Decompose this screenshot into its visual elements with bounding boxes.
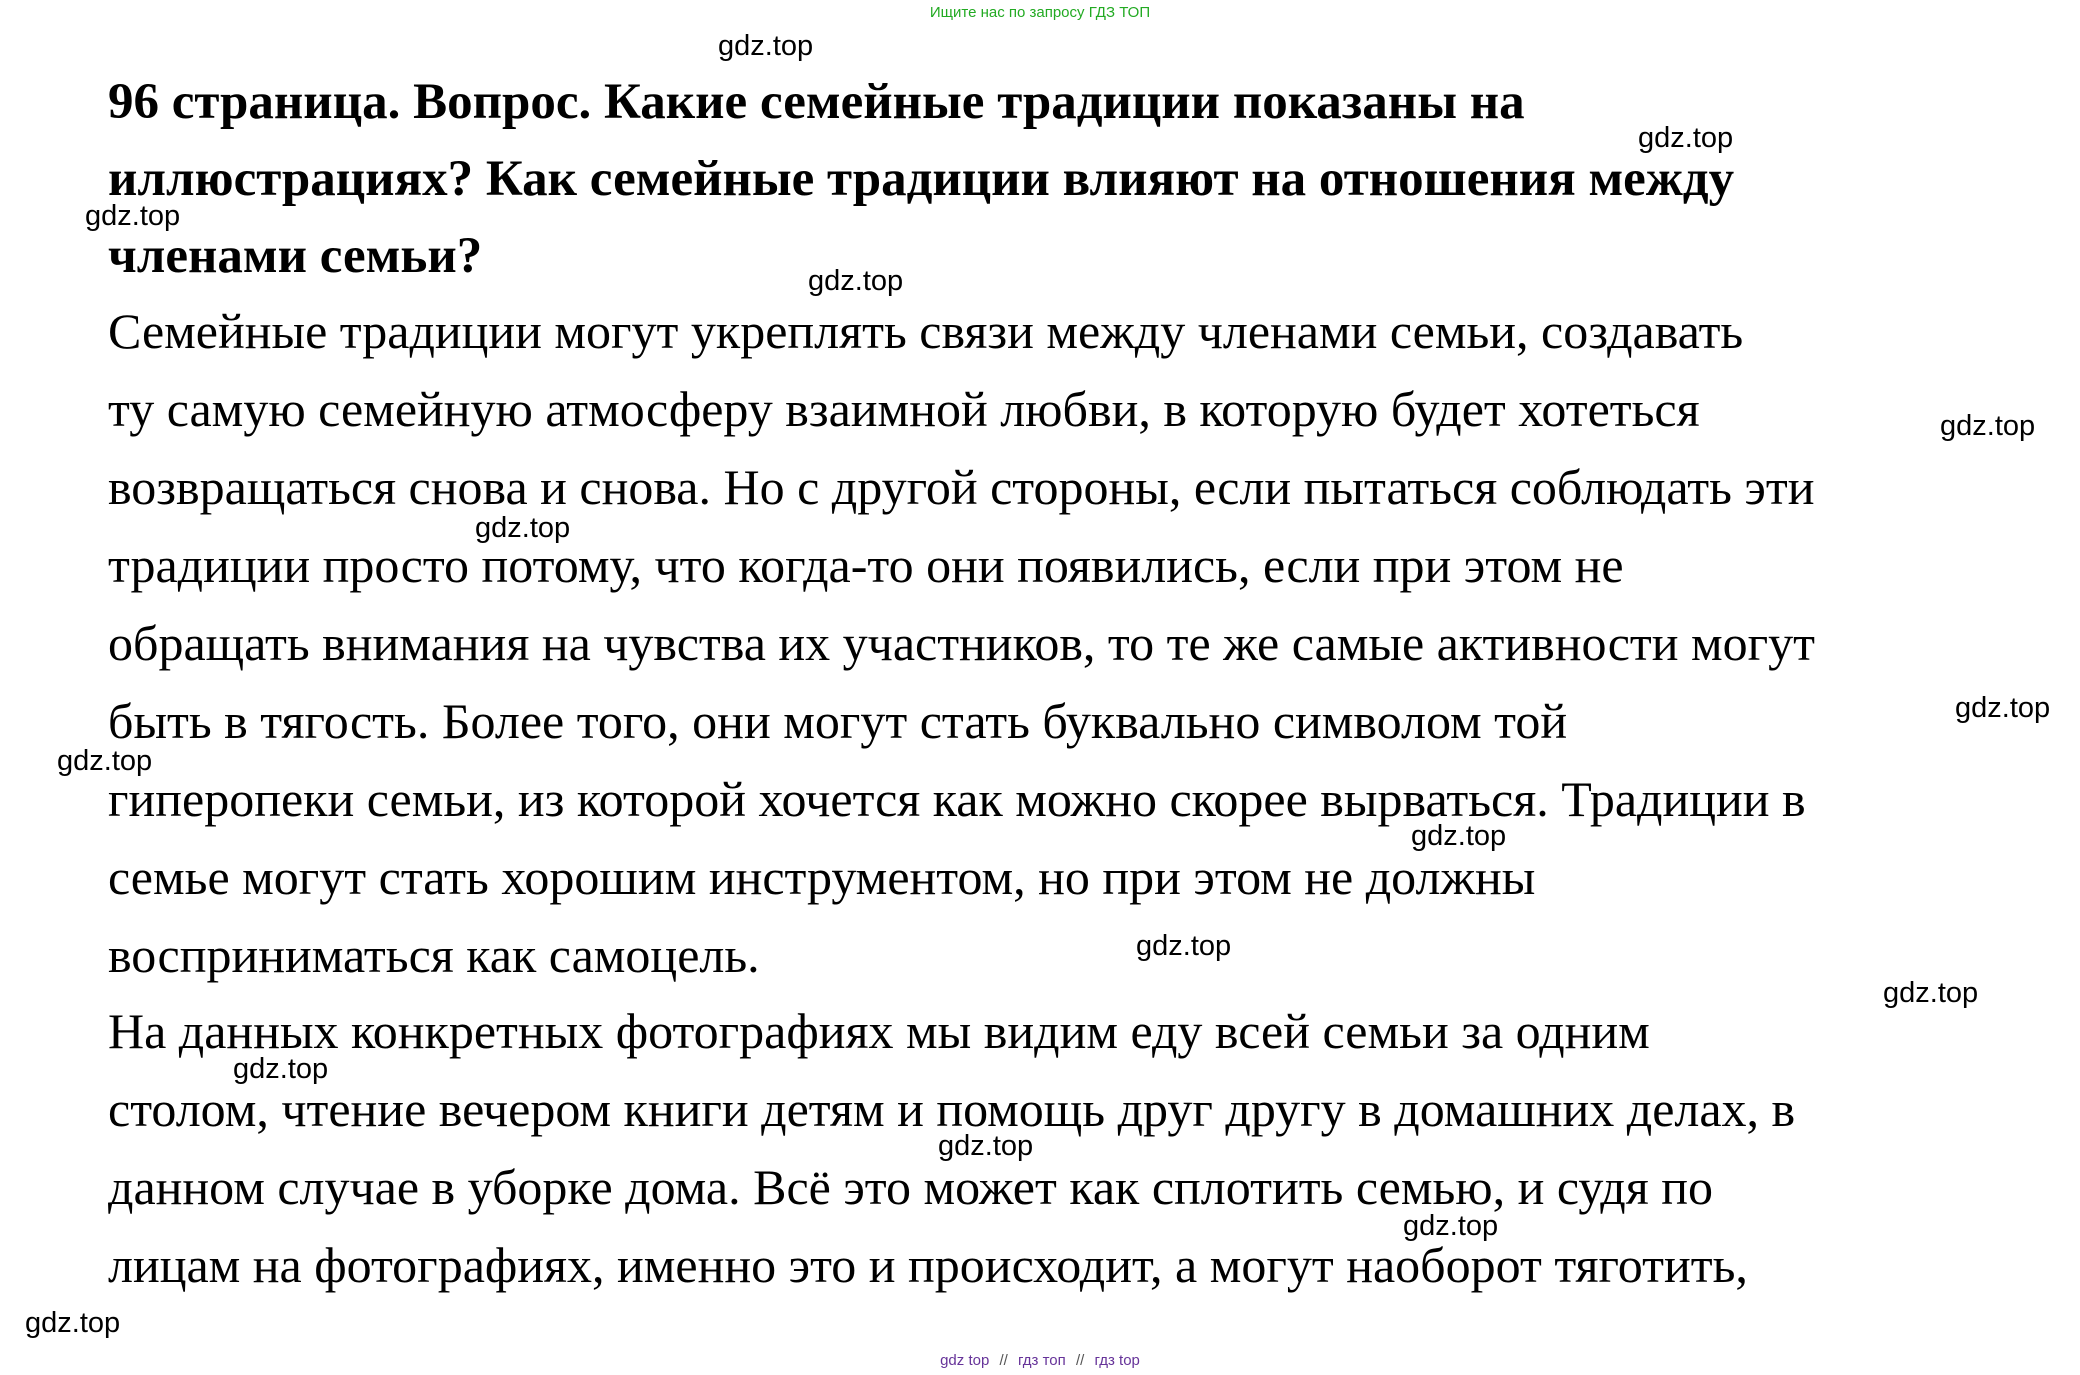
watermark: gdz.top: [85, 200, 181, 232]
footer-link[interactable]: гдз top: [1094, 1352, 1140, 1369]
search-hint-link[interactable]: Ищите нас по запросу ГДЗ ТОП: [929, 4, 1151, 21]
text-line: традиции просто потому, что когда-то они появились, если при этом не: [108, 537, 1624, 593]
text-line: лицам на фотографиях, именно это и происходит, а могут наоборот тяготить,: [108, 1237, 1748, 1293]
watermark: gdz.top: [1955, 692, 2051, 724]
watermark: gdz.top: [1136, 930, 1232, 962]
question-line: 96 страница. Вопрос. Какие семейные традиции показаны на: [108, 74, 1525, 130]
watermark: gdz.top: [1883, 977, 1979, 1009]
watermark: gdz.top: [1638, 122, 1734, 154]
text-line: столом, чтение вечером книги детям и помощь друг другу в домашних делах, в: [108, 1081, 1796, 1137]
text-line: На данных конкретных фотографиях мы видим еду всей семьи за одним: [108, 1003, 1650, 1059]
text-line: восприниматься как самоцель.: [108, 927, 760, 983]
text-line: семье могут стать хорошим инструментом, но при этом не должны: [108, 849, 1536, 905]
watermark: gdz.top: [475, 512, 571, 544]
footer-links: [0, 1352, 2080, 1369]
footer-separator: //: [999, 1352, 1008, 1369]
watermark: gdz.top: [57, 745, 153, 777]
answer-paragraph-1: [32, 292, 2062, 994]
footer-link[interactable]: гдз топ: [1018, 1352, 1066, 1369]
watermark: gdz.top: [718, 30, 814, 62]
text-line: ту самую семейную атмосферу взаимной любви, в которую будет хотеться: [108, 381, 1700, 437]
footer-separator: //: [1075, 1352, 1085, 1369]
question-line: членами семьи?: [108, 228, 483, 284]
question-heading: [32, 64, 2042, 295]
watermark: gdz.top: [1403, 1210, 1499, 1242]
watermark: gdz.top: [1411, 820, 1507, 852]
answer-paragraph-2: [32, 992, 2062, 1304]
text-line: гиперопеки семьи, из которой хочется как можно скорее вырваться. Традиции в: [108, 771, 1806, 827]
text-line: быть в тягость. Более того, они могут стать буквально символом той: [108, 693, 1568, 749]
text-line: данном случае в уборке дома. Всё это может как сплотить семью, и судя по: [108, 1159, 1713, 1215]
question-line: иллюстрациях? Как семейные традиции влияют на отношения между: [108, 151, 1735, 207]
watermark: gdz.top: [938, 1130, 1034, 1162]
footer-link[interactable]: gdz top: [940, 1352, 990, 1369]
watermark: gdz.top: [808, 265, 904, 297]
text-line: возвращаться снова и снова. Но с другой стороны, если пытаться соблюдать эти: [108, 459, 1815, 515]
watermark: gdz.top: [233, 1053, 329, 1085]
text-line: Семейные традиции могут укреплять связи между членами семьи, создавать: [108, 303, 1744, 359]
watermark: gdz.top: [1940, 410, 2036, 442]
text-line: обращать внимания на чувства их участников, то те же самые активности могут: [108, 615, 1816, 671]
watermark: gdz.top: [25, 1307, 121, 1339]
